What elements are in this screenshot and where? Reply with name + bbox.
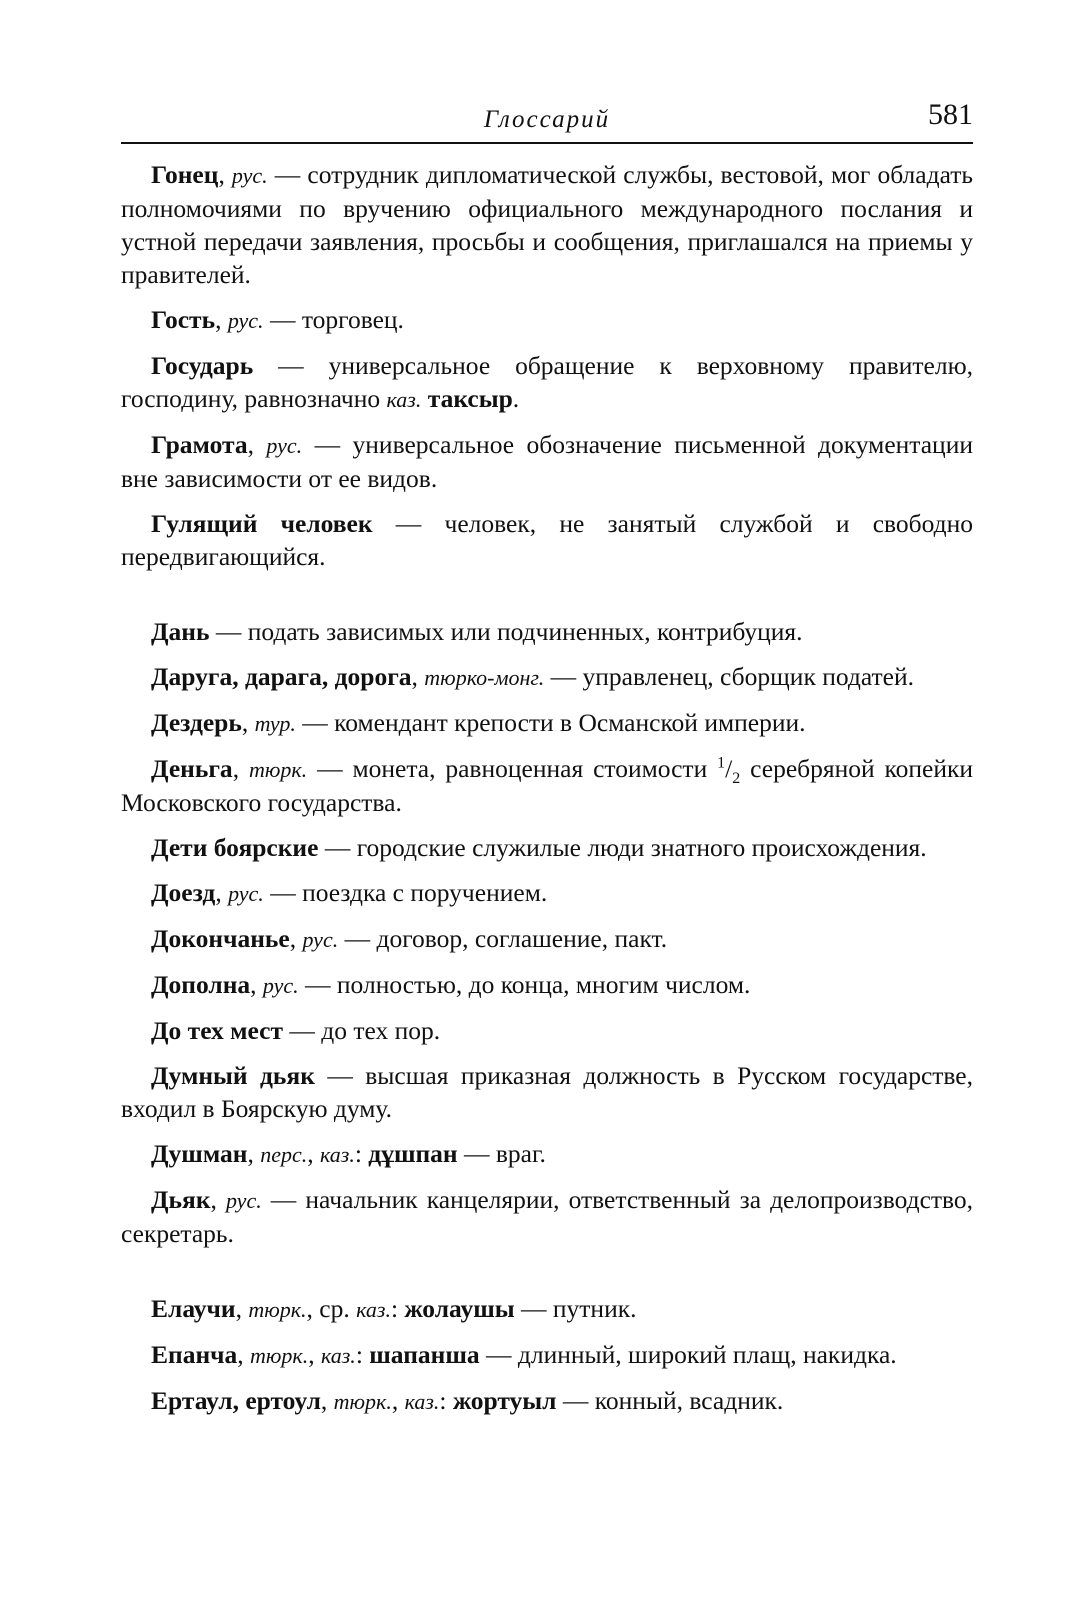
entry-equivalent: шапанша bbox=[369, 1340, 480, 1369]
entry-definition: начальник канцелярии, ответственный за делопроизводство, секретарь. bbox=[121, 1185, 974, 1248]
entry-definition: до тех пор. bbox=[321, 1016, 441, 1045]
entry-language-mark: рус. bbox=[231, 163, 268, 188]
entry-definition: комендант крепости в Османской империи. bbox=[334, 708, 806, 737]
entry-term: Дездерь bbox=[151, 708, 242, 737]
entry-definition: поездка с поручением. bbox=[302, 878, 548, 907]
entry-term: Государь bbox=[151, 351, 254, 380]
entry-language-mark: рус. bbox=[266, 433, 303, 458]
entry-term: Елаучи bbox=[151, 1294, 236, 1323]
glossary-entry: Доезд, рус. — поездка с поручением. bbox=[151, 878, 548, 907]
glossary-entry: Епанча, тюрк., каз.: шапанша — длинный, широкий плащ, накидка. bbox=[151, 1340, 897, 1369]
glossary-entry: Дань — подать зависимых или подчиненных, контрибуция. bbox=[151, 617, 803, 646]
entry-term: Дети боярские bbox=[151, 833, 319, 862]
entry-term: Дьяк bbox=[151, 1185, 211, 1214]
entry-term: Думный дьяк bbox=[151, 1061, 315, 1090]
glossary-entry: Грамота, рус. — универсальное обозначение письменной документации вне зависимости от ее видов. bbox=[121, 430, 973, 493]
entry-equivalent: дұшпан bbox=[368, 1139, 458, 1168]
entry-definition: полностью, до конца, многим числом. bbox=[336, 970, 751, 999]
glossary-entry: Дети боярские — городские служилые люди знатного происхождения. bbox=[151, 833, 927, 862]
glossary-entry: Душман, перс., каз.: дұшпан — враг. bbox=[151, 1139, 546, 1168]
entry-language-mark: каз. bbox=[386, 387, 422, 412]
glossary-entry: Государь — универсальное обращение к верховному правителю, господину, равнозначно каз. таксыр. bbox=[121, 351, 973, 413]
entry-language-mark: каз. bbox=[320, 1142, 355, 1167]
glossary-entry: Дездерь, тур. — комендант крепости в Османской империи. bbox=[151, 708, 806, 737]
glossary-entry: Даруга, дарага, дорога, тюрко-монг. — управленец, сборщик податей. bbox=[151, 662, 914, 691]
entry-definition: сотрудник дипломатической службы, вестовой, мог обладать полномочиями по вручению официального международного послания и устной передачи заявления, просьбы и сообщения, приглашался на приемы у правителей. bbox=[121, 160, 973, 289]
entry-term: Даруга, дарага, дорога bbox=[151, 662, 412, 691]
entry-term: Докончанье bbox=[151, 924, 290, 953]
glossary-entry: Гость, рус. — торговец. bbox=[151, 305, 404, 334]
entry-language-mark: тюрко-монг. bbox=[424, 665, 545, 690]
glossary-entry: Думный дьяк — высшая приказная должность в Русском государстве, входил в Боярскую думу. bbox=[121, 1061, 974, 1123]
entry-definition: конный, всадник. bbox=[594, 1386, 784, 1415]
glossary-entry: Елаучи, тюрк., ср. каз.: жолаушы — путник. bbox=[151, 1294, 637, 1323]
entry-punctuation: . bbox=[512, 384, 520, 413]
glossary-entry: Дополна, рус. — полностью, до конца, многим числом. bbox=[151, 970, 751, 999]
entry-language-mark: рус. bbox=[225, 1188, 262, 1213]
entry-definition: путник. bbox=[552, 1294, 637, 1323]
entry-language-mark: каз. bbox=[404, 1389, 440, 1414]
entry-definition: управленец, сборщик податей. bbox=[582, 662, 914, 691]
entry-definition: длинный, широкий плащ, накидка. bbox=[517, 1340, 897, 1369]
entry-equivalent: жолаушы bbox=[404, 1294, 515, 1323]
entry-term: Доезд bbox=[151, 878, 216, 907]
entry-definition: городские служилые люди знатного происхождения. bbox=[356, 833, 927, 862]
entry-language-mark: каз. bbox=[320, 1343, 356, 1368]
entry-language-mark: каз. bbox=[356, 1297, 391, 1322]
entry-term: Дань bbox=[151, 617, 210, 646]
entry-equivalent: жортуыл bbox=[452, 1386, 557, 1415]
glossary-entry: Гулящий человек — человек, не занятый службой и свободно передвигающийся. bbox=[121, 509, 974, 571]
entry-definition: монета, равноценная стоимости bbox=[352, 754, 708, 783]
glossary-entry: Гонец, рус. — сотрудник дипломатической службы, вестовой, мог обладать полномочиями по вручению официального международного послания и устной передачи заявления, просьбы и сообщения, приглашался на приемы у правителей. bbox=[121, 160, 973, 289]
entry-term: Деньга bbox=[151, 754, 233, 783]
entry-language-mark: рус. bbox=[228, 881, 264, 906]
entry-definition: человек, не занятый службой и свободно передвигающийся. bbox=[121, 509, 974, 571]
entry-language-mark: рус. bbox=[262, 973, 299, 998]
glossary-entry: Докончанье, рус. — договор, соглашение, пакт. bbox=[151, 924, 668, 953]
glossary-entry: Ертаул, ертоул, тюрк., каз.: жортуыл — конный, всадник. bbox=[151, 1386, 784, 1415]
entry-definition: подать зависимых или подчиненных, контрибуция. bbox=[247, 617, 803, 646]
page-header bbox=[121, 98, 973, 144]
entry-definition: универсальное обращение к верховному правителю, господину, равнозначно bbox=[121, 351, 973, 413]
entry-definition: высшая приказная должность в Русском государстве, входил в Боярскую думу. bbox=[121, 1061, 974, 1123]
entry-language-mark: тюрк. bbox=[250, 1343, 309, 1368]
entry-cf-mark: ср. bbox=[319, 1294, 350, 1323]
entry-term: Гость bbox=[151, 305, 216, 334]
entry-definition: договор, соглашение, пакт. bbox=[376, 924, 668, 953]
entry-term: Ертаул, ертоул bbox=[151, 1386, 321, 1415]
entry-term: Гонец bbox=[151, 160, 219, 189]
entry-language-mark: рус. bbox=[302, 927, 339, 952]
entry-term: Дополна bbox=[151, 970, 251, 999]
glossary-list bbox=[121, 158, 973, 1430]
entry-term: Гулящий человек bbox=[151, 509, 373, 538]
entry-definition: универсальное обозначение письменной документации вне зависимости от ее видов. bbox=[121, 430, 973, 493]
entry-term: Грамота bbox=[151, 430, 248, 459]
entry-equivalent: таксыр bbox=[427, 384, 513, 413]
entry-language-mark: рус. bbox=[227, 308, 264, 333]
glossary-entry: До тех мест — до тех пор. bbox=[151, 1016, 441, 1045]
entry-language-mark: перс. bbox=[260, 1142, 308, 1167]
entry-term: Душман bbox=[151, 1139, 248, 1168]
page-number: 581 bbox=[928, 98, 973, 131]
entry-definition: серебряной копейки Московского государства. bbox=[121, 754, 974, 817]
glossary-entry: Дьяк, рус. — начальник канцелярии, ответственный за делопроизводство, секретарь. bbox=[121, 1185, 974, 1248]
entry-definition: враг. bbox=[495, 1139, 546, 1168]
entry-language-mark: тюрк. bbox=[248, 1297, 307, 1322]
fraction-denominator: 2 bbox=[732, 770, 741, 788]
glossary-entry: Деньга, тюрк. — монета, равноценная стоимости $^1/_2$ серебряной копейки Московского государства. bbox=[121, 754, 974, 817]
entry-term: Епанча bbox=[151, 1340, 238, 1369]
entry-language-mark: тур. bbox=[254, 711, 296, 736]
entry-language-mark: тюрк. bbox=[333, 1389, 392, 1414]
running-title: Глоссарий bbox=[483, 106, 611, 133]
entry-term: До тех мест bbox=[151, 1016, 283, 1045]
entry-language-mark: тюрк. bbox=[248, 757, 308, 782]
entry-definition: торговец. bbox=[301, 305, 404, 334]
fraction-numerator: 1 bbox=[717, 754, 726, 772]
